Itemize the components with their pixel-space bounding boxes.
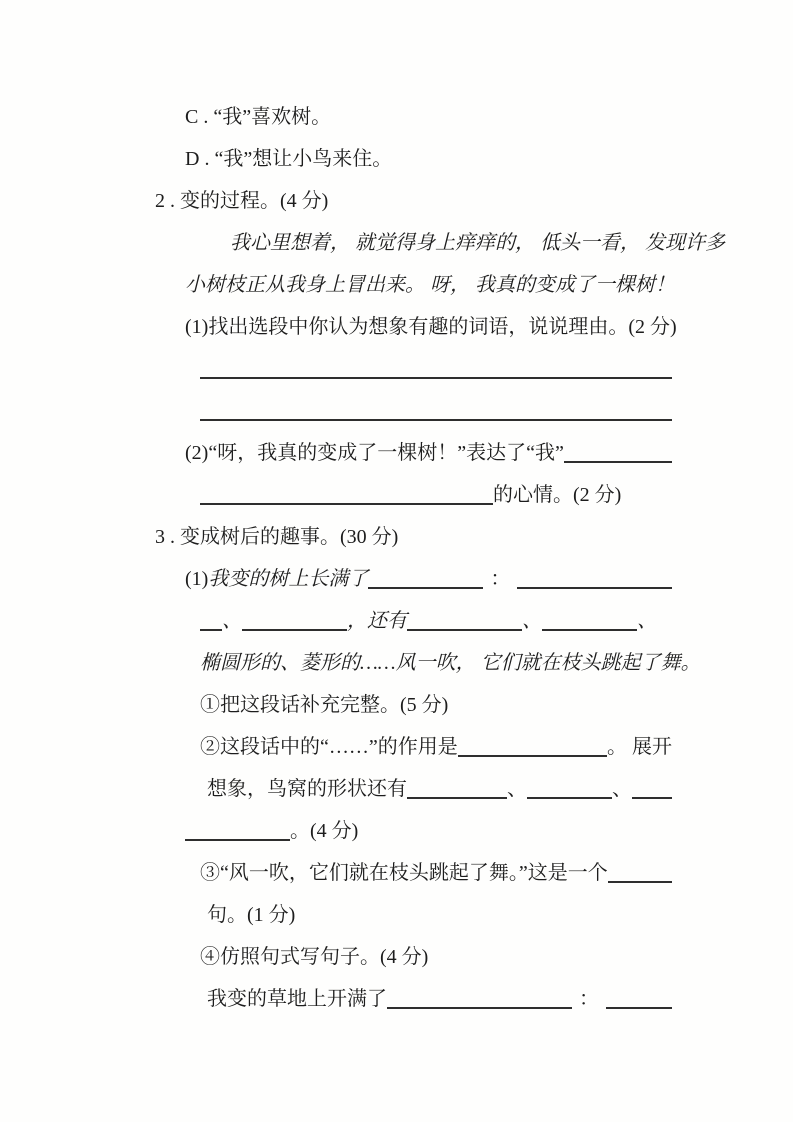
fill-in-blank [185,829,290,841]
q3-sub1-comma-text: ，还有 [347,610,407,632]
enumeration-comma: 、 [507,778,527,800]
q3-item-2-prefix: ②这段话中的“……”的作用是 [200,736,458,758]
fill-in-blank [458,745,607,757]
q3-item-1-text: ①把这段话补充完整。(5 分) [200,694,449,716]
option-d-text: D . “我”想让小鸟来住。 [185,148,393,170]
ratio-colon: ： [579,988,599,1010]
test-paper-content [155,0,725,1012]
option-d-line [155,130,672,172]
enumeration-comma: 、 [222,610,242,632]
passage-text-1: 我心里想着， 就觉得身上痒痒的， 低头一看， 发现许多 [230,232,725,254]
passage-line-1 [155,214,725,256]
q2-sub1-line [155,298,677,340]
fill-in-blank [527,787,612,799]
q3-item-4-text: ④仿照句式写句子。(4 分) [200,946,429,968]
fill-in-blank [407,619,522,631]
q3-item-2-mid: 。 展开 [607,736,672,758]
answer-blank-line-2 [155,382,672,424]
q2-sub2-suffix: 的心情。(2 分) [493,484,622,506]
q3-sub1-text: 我变的树上长满了 [208,568,369,590]
passage-line-2 [155,256,675,298]
fill-in-blank [387,997,572,1009]
enumeration-comma: 、 [522,610,542,632]
fill-in-blank [200,619,222,631]
question-3-heading: 3 . 变成树后的趣事。(30 分) [155,526,399,548]
q3-item-2-continuation: 想象，鸟窝的形状还有 [207,778,407,800]
fill-in-blank [368,577,483,589]
answer-blank-line-1 [155,340,672,382]
q3-item-1-line [155,676,672,718]
q3-item-2-line-3 [155,802,672,844]
q3-item-3-line-1 [155,844,672,886]
fill-in-blank [606,997,672,1009]
enumeration-comma: 、 [637,610,657,632]
fill-in-blank [200,367,672,379]
q3-item-2-line-2 [155,760,672,802]
q3-item-2-suffix: 。(4 分) [290,820,359,842]
q2-sub2-prefix: (2)“呀，我真的变成了一棵树！”表达了“我” [185,442,564,464]
q3-item-4-example-prefix: 我变的草地上开满了 [207,988,387,1010]
option-c-text: C . “我”喜欢树。 [185,106,332,128]
q3-item-3-prefix: ③“风一吹，它们就在枝头跳起了舞。”这是一个 [200,862,608,884]
q3-item-4-line [155,928,672,970]
fill-in-blank [564,451,672,463]
enumeration-comma: 、 [612,778,632,800]
fill-in-blank [517,577,672,589]
question-3-heading-line [155,508,672,550]
question-2-heading: 2 . 变的过程。(4 分) [155,190,329,212]
q3-sub1-line3-text: 椭圆形的、菱形的……风一吹， 它们就在枝头跳起了舞。 [200,652,701,674]
q3-item-3-line-2 [155,886,672,928]
fill-in-blank [242,619,347,631]
q3-item-3-suffix: 句。(1 分) [207,904,296,926]
q3-sub1-marker: (1) [185,568,209,590]
passage-text-2: 小树枝正从我身上冒出来。 呀， 我真的变成了一棵树！ [185,274,675,296]
q2-sub1-text: (1)找出选段中你认为想象有趣的词语，说说理由。(2 分) [185,316,677,338]
fill-in-blank [200,493,493,505]
q3-item-2-line-1 [155,718,672,760]
fill-in-blank [608,871,672,883]
q3-sub1-line-3 [155,634,701,676]
q3-sub1-line-2 [155,592,672,634]
fill-in-blank [632,787,672,799]
fill-in-blank [542,619,637,631]
fill-in-blank [200,409,672,421]
option-c-line [155,88,672,130]
q2-sub2-continuation-line [155,466,672,508]
q3-item-4-example-line [155,970,672,1012]
question-2-heading-line [155,172,672,214]
ratio-colon: ： [490,568,511,590]
q2-sub2-line [155,424,672,466]
fill-in-blank [407,787,507,799]
q3-sub1-line-1 [155,550,672,592]
